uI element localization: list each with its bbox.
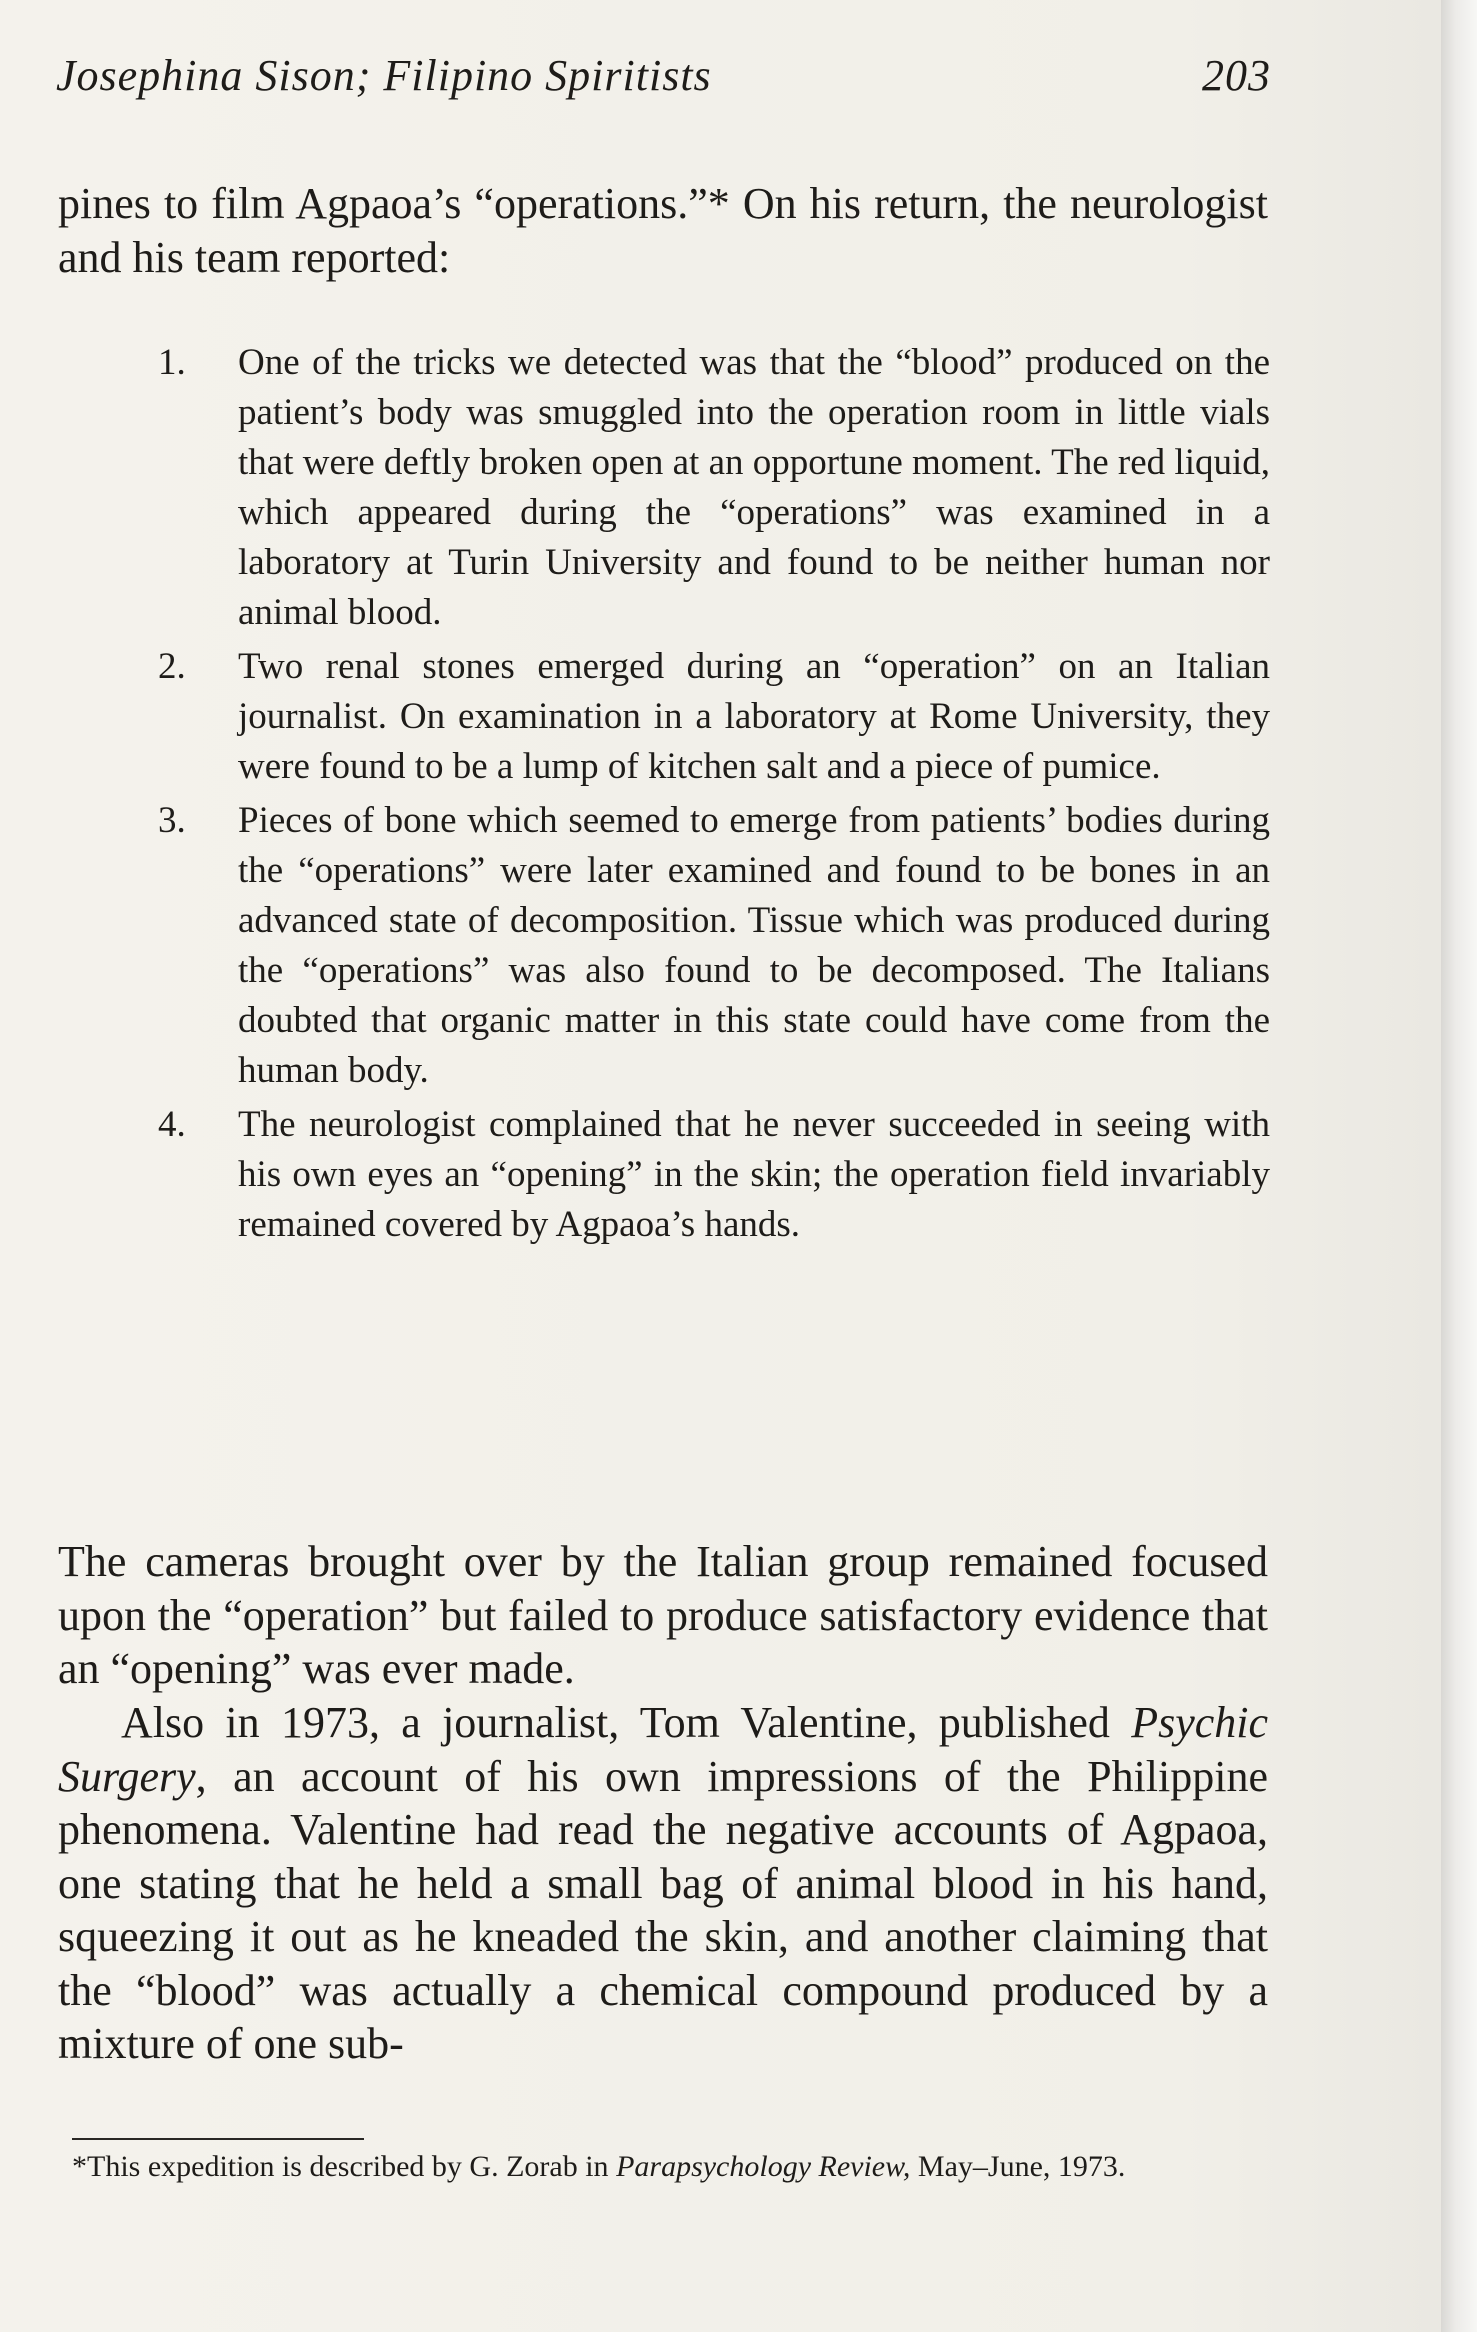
list-item-number: 2. <box>158 646 186 687</box>
list-item <box>158 1100 1270 1250</box>
list-item-number: 4. <box>158 1104 186 1145</box>
journal-title: Parapsychology Review, <box>616 2150 911 2183</box>
running-header <box>56 50 1271 110</box>
footnote-text: *This expedition is described by G. Zorab in <box>72 2150 617 2183</box>
footnote-divider <box>72 2138 364 2140</box>
findings-list <box>158 338 1270 1254</box>
paragraph-text: , an account of his own impressions of the Philippine phenomena. Valentine had read the negative accounts of Agpaoa, one stating that he held a small bag of animal blood in his hand, squeezing it out as he kneaded the skin, and another claiming that the “blood” was actually a chemical compound produced by a mixture of one sub- <box>58 1751 1268 2068</box>
list-item-text: Two renal stones emerged during an “operation” on an Italian journalist. On examination in a laboratory at Rome University, they were found to be a lump of kitchen salt and a piece of pumice. <box>238 646 1270 787</box>
list-item-number: 3. <box>158 800 186 841</box>
paragraph-cameras: The cameras brought over by the Italian group remained focused upon the “operation” but failed to produce satisfactory evidence that an “opening” was ever made. <box>58 1537 1268 1693</box>
list-item-text: One of the tricks we detected was that the “blood” produced on the patient’s body was smuggled into the operation room in little vials that were deftly broken open at an opportune moment. The red liquid, which appeared during the “operations” was examined in a laboratory at Turin University and found to be neither human nor animal blood. <box>238 342 1270 633</box>
list-item <box>158 796 1270 1096</box>
list-item-number: 1. <box>158 342 186 383</box>
paragraph-intro: pines to film Agpaoa’s “operations.”* On his return, the neurologist and his team reported: <box>58 179 1268 282</box>
paragraph-valentine <box>58 1696 1268 2071</box>
list-item <box>158 338 1270 638</box>
footnote-text: May–June, 1973. <box>910 2150 1126 2183</box>
list-item <box>158 642 1270 792</box>
list-item-text: Pieces of bone which seemed to emerge from patients’ bodies during the “operations” were later examined and found to be bones in an advanced state of decomposition. Tissue which was produced during the “operations” was also found to be decomposed. The Italians doubted that organic matter in this state could have come from the human body. <box>238 800 1270 1091</box>
paragraph-text: Also in 1973, a journalist, Tom Valentine, published <box>121 1698 1132 1747</box>
page-number: 203 <box>1202 51 1271 100</box>
book-title: Psychic Surgery <box>58 1698 1268 1801</box>
footnote <box>72 2146 1277 2188</box>
list-item-text: The neurologist complained that he never succeeded in seeing with his own eyes an “opening” in the skin; the operation field invariably remained covered by Agpaoa’s hands. <box>238 1104 1270 1245</box>
page-edge-shadow <box>1441 0 1477 2332</box>
running-title: Josephina Sison; Filipino Spiritists <box>56 51 712 100</box>
